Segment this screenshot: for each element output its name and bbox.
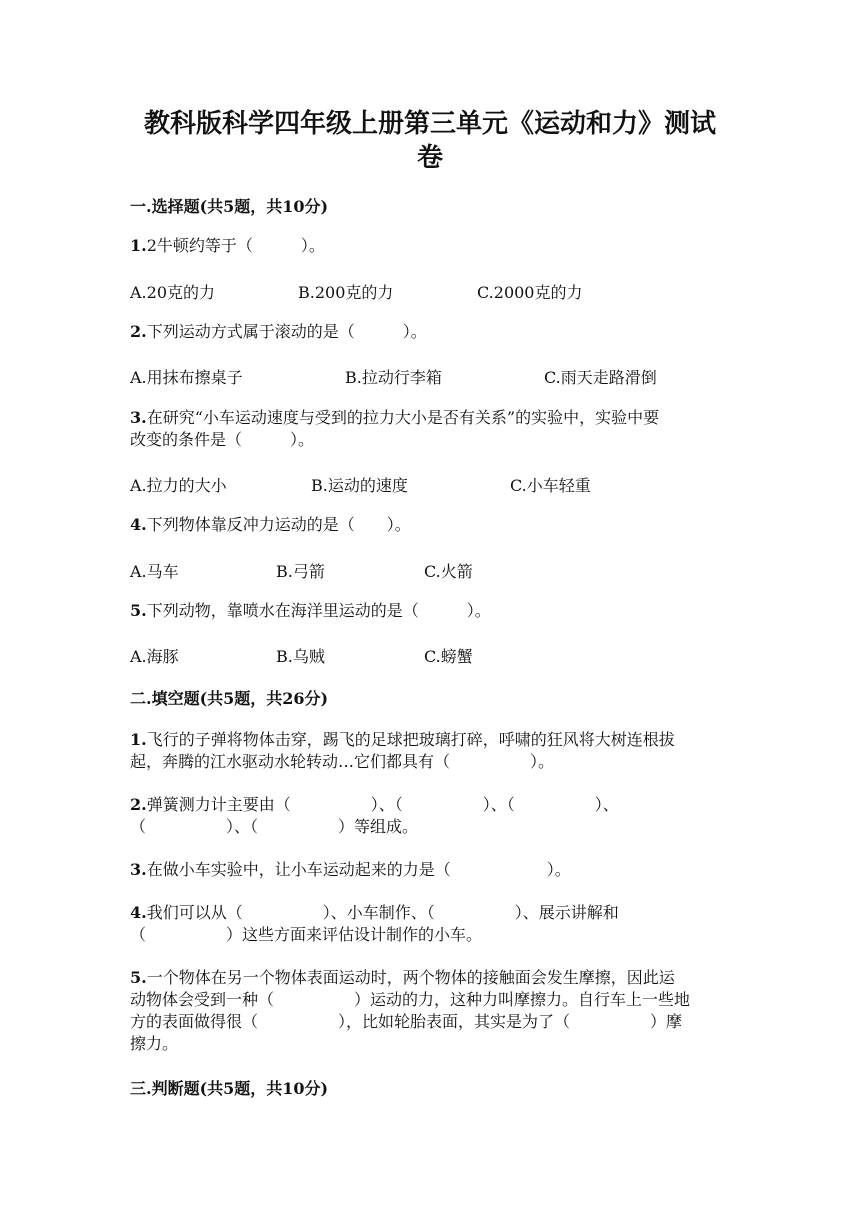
question-number: 1. (130, 236, 147, 255)
option-c: C.小车轻重 (510, 476, 591, 495)
option-a: A.马车 (130, 562, 179, 581)
section-heading-judge: 三.判断题(共5题，共10分) (130, 1079, 329, 1098)
fill-question-1 (130, 729, 730, 751)
section-heading-fill: 二.填空题(共5题，共26分) (130, 689, 329, 708)
option-b: B.弓箭 (276, 562, 325, 581)
choice-question-1 (130, 235, 730, 257)
question-text-line1: 弹簧测力计主要由（ ）、（ ）、（ ）、 (146, 795, 619, 814)
option-c: C.火箭 (424, 562, 473, 581)
page-title-line1: 教科版科学四年级上册第三单元《运动和力》测试 (143, 109, 716, 139)
option-b: B.200克的力 (298, 283, 394, 302)
question-number: 5. (130, 968, 147, 987)
fill-question-1-cont: 起，奔腾的江水驱动水轮转动…它们都具有（ ）。 (130, 752, 555, 771)
section-heading-choice: 一.选择题(共5题，共10分) (130, 197, 329, 216)
question-text: 下列动物，靠喷水在海洋里运动的是（ ）。 (146, 601, 491, 620)
choice-question-4 (130, 514, 730, 536)
option-c: C.雨天走路滑倒 (544, 368, 657, 387)
question-text-line1: 在做小车实验中，让小车运动起来的力是（ ）。 (146, 860, 571, 879)
question-text-line1: 飞行的子弹将物体击穿，踢飞的足球把玻璃打碎，呼啸的狂风将大树连根拔 (146, 730, 675, 749)
fill-question-4 (130, 902, 730, 924)
fill-question-5-line4: 擦力。 (130, 1034, 179, 1053)
fill-question-5 (130, 967, 730, 989)
choice-question-5 (130, 600, 730, 622)
question-text: 下列物体靠反冲力运动的是（ ）。 (146, 515, 411, 534)
option-a: A.用抹布擦桌子 (130, 368, 243, 387)
option-b: B.运动的速度 (311, 476, 408, 495)
choice-question-2 (130, 321, 730, 343)
fill-question-5-line3: 方的表面做得很（ ），比如轮胎表面，其实是为了（ ）摩 (130, 1012, 683, 1031)
fill-question-5-line2: 动物体会受到一种（ ）运动的力，这种力叫摩擦力。自行车上一些地 (130, 990, 691, 1009)
question-text-line1: 我们可以从（ ）、小车制作、（ ）、展示讲解和 (146, 903, 619, 922)
option-b: B.乌贼 (276, 647, 325, 666)
question-number: 4. (130, 515, 147, 534)
fill-question-2-cont: （ ）、（ ）等组成。 (130, 817, 419, 836)
page-title-line2: 卷 (416, 143, 443, 173)
question-number: 5. (130, 601, 147, 620)
question-text-line1: 在研究“小车运动速度与受到的拉力大小是否有关系”的实验中，实验中要 (146, 408, 660, 427)
option-a: A.拉力的大小 (130, 476, 227, 495)
option-c: C.2000克的力 (477, 283, 583, 302)
question-number: 2. (130, 795, 147, 814)
option-a: A.海豚 (130, 647, 179, 666)
option-a: A.20克的力 (130, 283, 216, 302)
question-number: 3. (130, 408, 147, 427)
question-text: 下列运动方式属于滚动的是（ ）。 (146, 322, 427, 341)
choice-question-3-cont (130, 429, 730, 451)
question-number: 4. (130, 903, 147, 922)
question-number: 2. (130, 322, 147, 341)
question-number: 3. (130, 860, 147, 879)
question-text-line1: 一个物体在另一个物体表面运动时，两个物体的接触面会发生摩擦，因此运 (146, 968, 675, 987)
fill-question-2 (130, 794, 730, 816)
question-text-line2: 改变的条件是（ ）。 (130, 430, 315, 449)
fill-question-3 (130, 859, 730, 881)
fill-question-4-cont: （ ）这些方面来评估设计制作的小车。 (130, 925, 483, 944)
option-b: B.拉动行李箱 (345, 368, 442, 387)
question-text: 2牛顿约等于（ ）。 (146, 236, 325, 255)
option-c: C.螃蟹 (424, 647, 473, 666)
choice-question-3 (130, 407, 730, 429)
question-number: 1. (130, 730, 147, 749)
